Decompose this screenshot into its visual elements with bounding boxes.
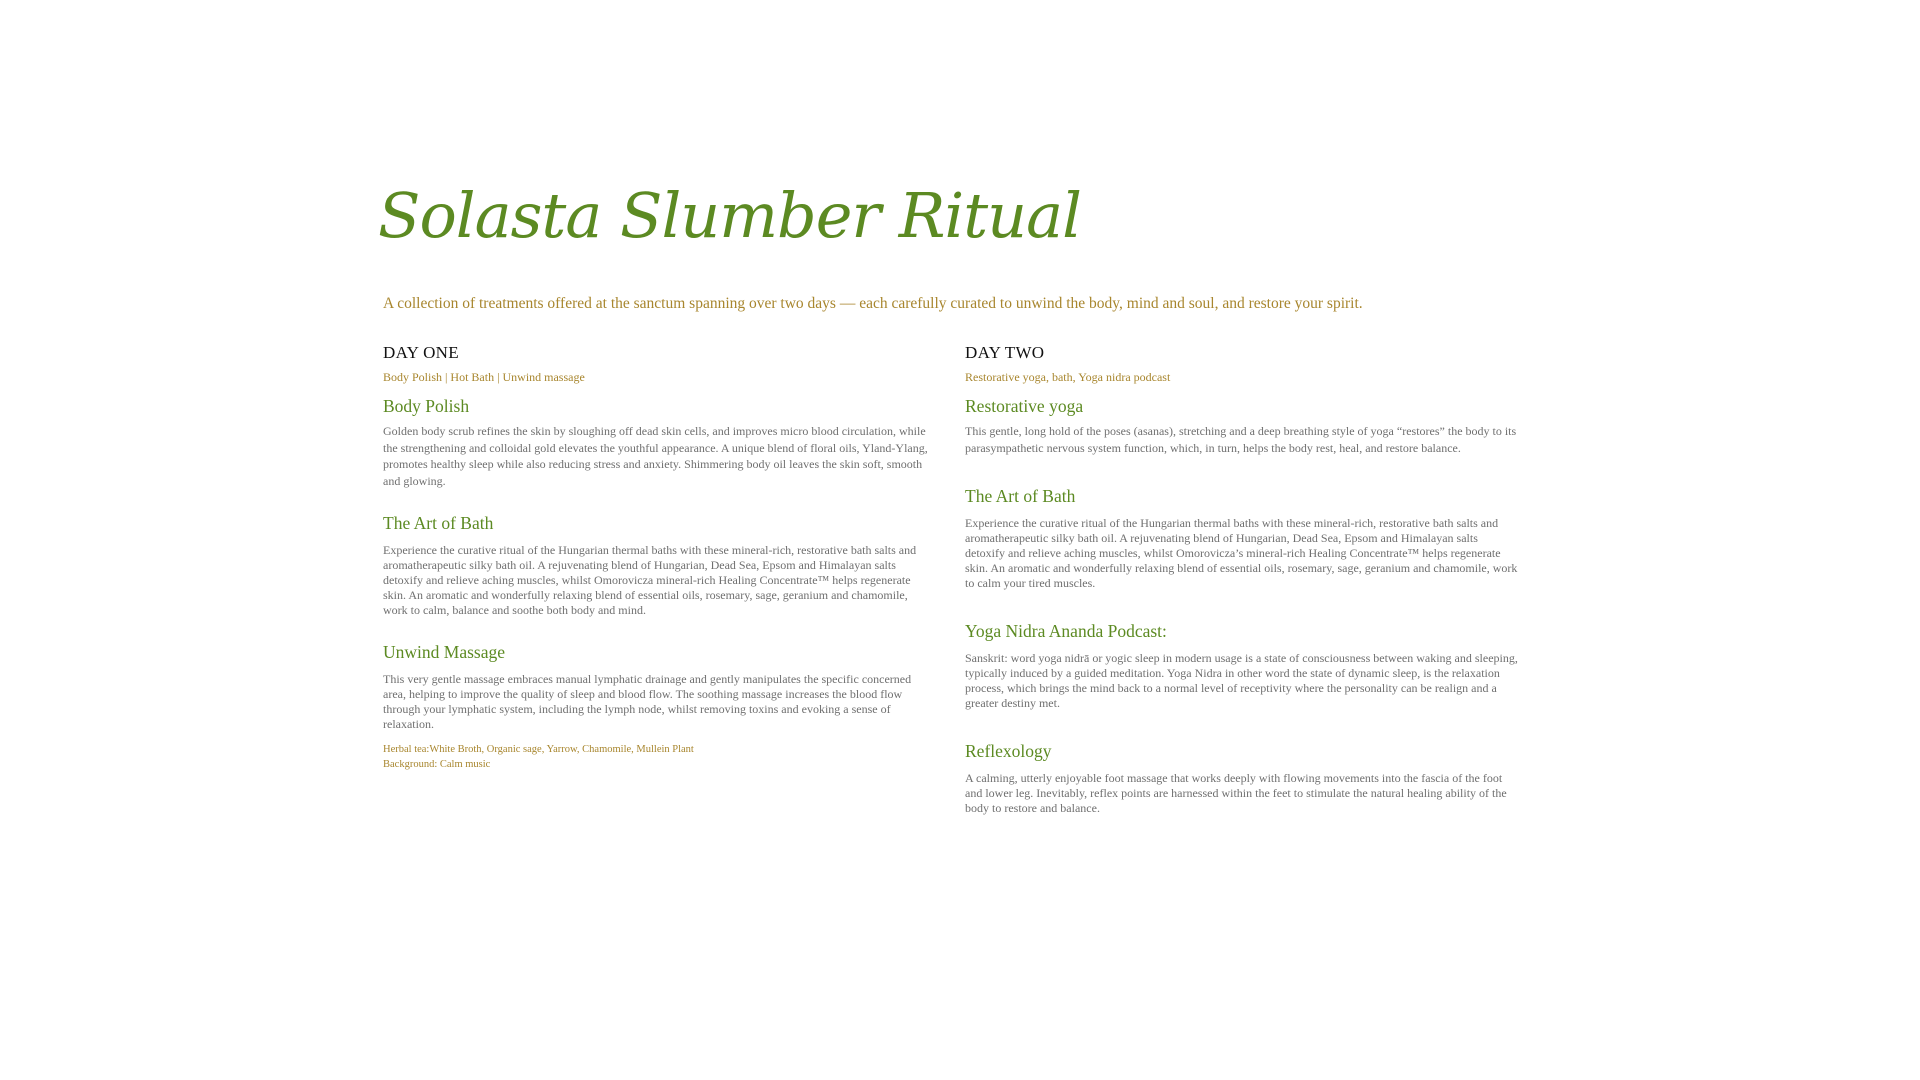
treatment-description: A calming, utterly enjoyable foot massage that works deeply with flowing movements into the fascia of the foot and lower leg. Inevitably, reflex points are harnessed within the feet to stimulate the natural healing ability of the body to restore and balance. — [965, 771, 1507, 816]
treatment-description: This very gentle massage embraces manual lymphatic drainage and gently manipulates the specific concerned area, helping to improve the quality of sleep and blood flow. The soothing massage increases the blood flow through your lymphatic system, including the lymph node, whilst removing toxins and evoking a sense of relaxation. — [383, 672, 912, 732]
background-music-note: Background: Calm music — [383, 759, 491, 771]
intro-text: A collection of treatments offered at the sanctum spanning over two days — each carefully curated to unwind the body, mind and soul, and restore your spirit. — [383, 295, 1363, 312]
treatment-art-of-bath — [965, 484, 1519, 591]
treatment-description: Experience the curative ritual of the Hungarian thermal baths with these mineral-rich, restorative bath salts and aromatherapeutic silky bath oil. A rejuvenating blend of Hungarian, Dead Sea, Epsom and Himalayan salts detoxify and relieve aching muscles, whilst Omorovicza mineral-rich Healing Concentrate™ helps regenerate skin. An aromatic and wonderfully relaxing blend of essential oils, rosemary, sage, geranium and chamomile, work to calm, balance and soothe both body and mind. — [383, 543, 917, 618]
page-title: Solasta Slumber Ritual — [378, 179, 1081, 252]
treatment-reflexology — [965, 739, 1519, 816]
treatment-description: Experience the curative ritual of the Hungarian thermal baths with these mineral-rich, restorative bath salts and aromatherapeutic silky bath oil. A rejuvenating blend of Hungarian, Dead Sea, Epsom and Himalayan salts detoxify and relieve aching muscles, whilst Omorovicza’s mineral-rich Healing Concentrate™ helps regenerate skin. An aromatic and wonderfully relaxing blend of essential oils, rosemary, sage, geranium and chamomile, work to calm your tired muscles. — [965, 516, 1518, 591]
day-one-column — [383, 342, 935, 772]
treatment-description: Sanskrit: word yoga nidrā or yogic sleep in modern usage is a state of consciousness between waking and sleeping, typically induced by a guided meditation. Yoga Nidra in other word the state of dynamic sleep, is the relaxation process, which brings the mind back to a normal level of receptivity where the personality can be realign and a greater destiny met. — [965, 651, 1518, 711]
treatment-title: The Art of Bath — [383, 513, 494, 534]
treatment-yoga-nidra-podcast — [965, 619, 1519, 711]
herbal-tea-note: Herbal tea:White Broth, Organic sage, Yarrow, Chamomile, Mullein Plant — [383, 744, 694, 756]
treatment-title: Yoga Nidra Ananda Podcast: — [965, 621, 1167, 642]
treatment-unwind-massage — [383, 640, 935, 732]
treatment-title: Body Polish — [383, 396, 470, 416]
treatment-body-polish — [383, 394, 935, 489]
day-two-column — [965, 342, 1519, 816]
treatment-title: Restorative yoga — [965, 396, 1084, 416]
day-two-heading: DAY TWO — [965, 343, 1045, 362]
treatment-restorative-yoga — [965, 394, 1519, 456]
day-one-notes — [383, 742, 935, 772]
treatment-title: Reflexology — [965, 741, 1052, 762]
treatment-description: Golden body scrub refines the skin by sloughing off dead skin cells, and improves micro blood circulation, while the strengthening and colloidal gold elevates the youthful appearance. A unique blend of floral oils, Yland-Ylang, promotes healthy sleep while also reducing stress and anxiety. Shimmering body oil leaves the skin soft, smooth and glowing. — [383, 424, 928, 488]
treatment-title: Unwind Massage — [383, 642, 505, 663]
day-one-subtitle: Body Polish | Hot Bath | Unwind massage — [383, 370, 585, 384]
day-one-heading: DAY ONE — [383, 343, 459, 362]
treatment-art-of-bath — [383, 511, 935, 618]
day-two-subtitle: Restorative yoga, bath, Yoga nidra podcast — [965, 370, 1171, 384]
treatment-title: The Art of Bath — [965, 486, 1076, 507]
treatment-description: This gentle, long hold of the poses (asanas), stretching and a deep breathing style of yoga “restores” the body to its parasympathetic nervous system function, which, in turn, helps the body rest, heal, and restore balance. — [965, 424, 1517, 455]
